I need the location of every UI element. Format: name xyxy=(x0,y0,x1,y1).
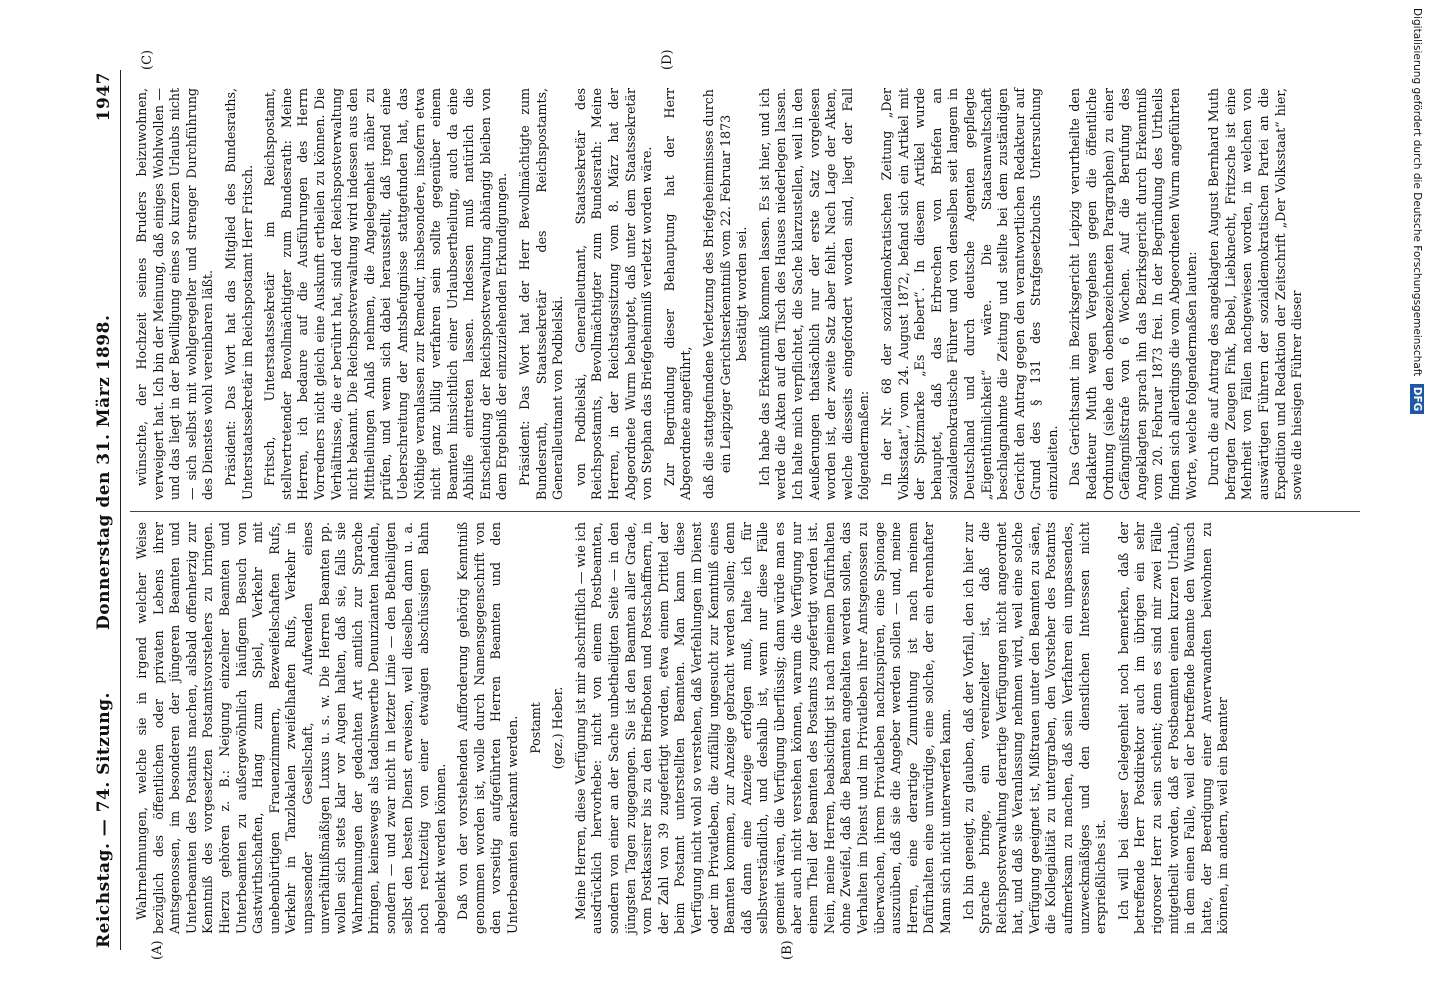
running-header-left: Reichstag. — 74. Sitzung. xyxy=(94,692,114,948)
right-text-column xyxy=(134,88,1312,500)
margin-marker-d: (D) xyxy=(660,49,675,70)
dfg-credit-text: Digitalisierung gefördert durch die Deutsche Forschungsgemeinschaft xyxy=(1411,8,1423,377)
dfg-credit xyxy=(1404,8,1430,992)
paragraph: In der Nr. 68 der sozialdemokratischen Zeitung „Der Volksstaat“, vom 24. August 1872, befand sich ein Artikel mit der Spitzmarke „Es fiebert“. In diesem Artikel wurde behauptet, daß das Erbrechen von Briefen an sozialdemokratische Führer und von denselben seit langem in Deutschland und durch deutsche Agenten gepflegte „Eigenthümlichkeit“ wäre. Die Staatsanwaltschaft beschlagnahmte die Zeitung und stellte bei dem zuständigen Gericht den Antrag gegen den verantwortlichen Redakteur auf Grund des § 131 des Strafgesetzbuchs Untersuchung einzuleiten. xyxy=(878,88,1060,500)
paragraph: wünschte, der Hochzeit seines Bruders beizuwohnen, verweigert hat. Ich bin der Meinung, daß einiges Wohlwollen — und das liegt in der Bewilligung eines so kurzen Urlaubs nicht — sich selbst mit wohlgeregelter und strenger Durchführung des Dienstes wohl vereinbaren läßt. xyxy=(134,88,216,500)
paragraph: Das Gerichtsamt im Bezirksgericht Leipzig verurtheilte den Redakteur Muth wegen Vergehens gegen die öffentliche Ordnung (siehe den obenbezeichneten Paragraphen) zu einer Gefängnißstrafe von 6 Wochen. Auf die Berufung des Angeklagten sprach ihn das Bezirksgericht durch Erkenntniß vom 20. Februar 1873 frei. In der Begründung des Urtheils finden sich allerdings die vom Abgeordneten Wurm angeführten Worte, welche folgendermaßen lauten: xyxy=(1067,88,1199,500)
rotated-document-page xyxy=(80,49,1380,960)
paragraph: von Podbielski, Generalleutnant, Staatssekretär des Reichspostamts, Bevollmächtigter zum Bundesrath: Meine Herren, in der Reichstagssitzung vom 8. März hat der Abgeordnete Wurm behauptet, daß unter dem Staatssekretär von Stephan das Briefgeheimniß verletzt worden wäre. xyxy=(572,88,655,500)
paragraph: Präsident: Das Wort hat das Mitglied des Bundesraths, Unterstaatssekretär im Reichspostamt Herr Fritsch. xyxy=(222,88,255,500)
dfg-logo: DFG xyxy=(1410,384,1424,415)
paragraph: Meine Herren, diese Verfügung ist mir abschriftlich — wie ich ausdrücklich hervorhebe: nicht von einem Postbeamten, sondern von einer an der Sache unbetheiligten Seite — in den jüngsten Tagen zugegangen. Sie ist den Beamten aller Grade, vom Postkassirer bis zu den Briefboten und Postschaffnern, in der Zahl von 39 zugefertigt worden, etwa einem Drittel der beim Postamt unterstellten Beamten. Man kann diese Verfügung nicht wohl so verstehen, daß Verfehlungen im Dienst oder im Privatleben, die zufällig ungesucht zur Kenntniß eines Beamten kommen, zur Anzeige gebracht werden sollen; denn daß dann eine Anzeige erfolgen muß, halte ich für selbstverständlich, und deshalb ist, wenn nur diese Fälle gemeint wären, die Verfügung überflüssig; dann würde man es aber auch nicht verstehen können, warum die Verfügung nur einem Theil der Beamten des Postamts zugefertigt worden ist. Nein, meine Herren, beabsichtigt ist nach meinem Dafürhalten ohne Zweifel, daß die Beamten angehalten werden sollen, das Verhalten im Dienst und im Privatleben ihrer Amtsgenossen zu überwachen, ihrem Privatleben nachzuspüren, eine Spionage auszuüben, daß sie die Angeber werden sollen — und, meine Herren, eine derartige Zumuthung ist nach meinem Dafürhalten eine unwürdige, eine solche, der ein ehrenhafter Mann sich nicht unterwerfen kann. xyxy=(572,522,953,934)
header-rule xyxy=(120,70,121,950)
margin-marker-a: (A) xyxy=(150,940,165,960)
paragraph: Ich habe das Erkenntniß kommen lassen. Es ist hier, und ich werde die Akten auf den Tisch des Hauses niederlegen lassen. Ich halte mich verpflichtet, die Sache klarzustellen, weil in den Aeußerungen thatsächlich nur der erste Satz vorgelesen worden ist, der zweite Satz aber fehlt. Nach Lage der Akten, welche diesseits eingefordert worden sind, liegt der Fall folgendermaßen: xyxy=(756,88,872,500)
paragraph: Fritsch, Unterstaatssekretär im Reichspostamt, stellvertretender Bevollmächtigter zum Bundesrath: Meine Herren, ich bedaure auf die Ausführungen des Herrn Vorredners nicht gleich eine Auskunft ertheilen zu können. Die Verhältnisse, die er berührt hat, sind der Reichspostverwaltung nicht bekannt. Die Reichspostverwaltung wird indessen aus den Mittheilungen Anlaß nehmen, die Angelegenheit näher zu prüfen, und wenn sich dabei herausstellt, daß irgend eine Ueberschreitung der Amtsbefugnisse stattgefunden hat, das Nöthige veranlassen zur Remedur, insbesondere, insofern etwa nicht ganz billig verfahren sein sollte gegenüber einem Beamten hinsichtlich einer Urlaubsertheilung, auch da eine Abhilfe eintreten lassen. Indessen muß natürlich die Entscheidung der Reichspostverwaltung abhängig bleiben von dem Ergebniß der einzuziehenden Erkundigungen. xyxy=(262,88,510,500)
margin-marker-c: (C) xyxy=(140,49,155,70)
paragraph: Ich bin geneigt, zu glauben, daß der Vorfall, den ich hier zur Sprache bringe, ein vereinzelter ist, daß die Reichspostverwaltung derartige Verfügungen nicht angeordnet hat, und daß sie Veranlassung nehmen wird, weil eine solche Verfügung geeignet ist, Mißtrauen unter den Beamten zu säen, die Kollegialität zu untergraben, den Vorsteher des Postamts aufmerksam zu machen, daß sein Verfahren ein unpassendes, unzweckmäßiges und den dienstlichen Interessen nicht ersprießliches ist. xyxy=(960,522,1109,934)
paragraph: Wahrnehmungen, welche sie in irgend welcher Weise bezüglich des öffentlichen oder privaten Lebens ihrer Amtsgenossen, im besonderen der jüngeren Beamten und Unterbeamten des Postamts machen, alsbald offenherzig zur Kenntniß des vorgesetzten Postamtsvorstehers zu bringen. Hierzu gehören z. B.: Neigung einzelner Beamten und Unterbeamten zu außergewöhnlich häufigem Besuch von Gastwirthschaften, Hang zum Spiel, Verkehr mit unebenbürtigen Frauenzimmern, Bezweifelschaften Rufs, Verkehr in Tanzlokalen zweifelhaften Rufs, Verkehr in unpassender Gesellschaft, Aufwenden eines unverhältnißmäßigen Luxus u. s. w. Die Herren Beamten pp. wollen sich stets klar vor Augen halten, daß sie, falls sie Wahrnehmungen der gedachten Art amtlich zur Sprache bringen, keineswegs als tadelnswerthe Denunzianten handeln, sondern — und zwar nicht in letzter Linie — den Betheiligten selbst den besten Dienst erweisen, weil dieselben dann u. a. noch rechtzeitig von einer etwaigen abschüssigen Bahn abgelenkt werden können. xyxy=(134,522,448,934)
margin-marker-b: (B) xyxy=(780,940,795,960)
paragraph: Präsident: Das Wort hat der Herr Bevollmächtigte zum Bundesrath, Staatssekretär des Reichspostamts, Generalleutnant von Podbielski. xyxy=(517,88,566,500)
paragraph: Durch die auf Antrag des angeklagten August Bernhard Muth befragten Zeugen Fink, Bebel, Liebknecht, Fritzsche ist eine Mehrheit von Fällen nachgewiesen worden, in welchen von auswärtigen Führern der sozialdemokratischen Partei an die Expedition und Redaktion der Zeitschrift „Der Volksstaat“ hier, sowie die hiesigen Führer dieser xyxy=(1206,88,1305,500)
paragraph: Daß von der vorstehenden Aufforderung gehörig Kenntniß genommen worden ist, wolle durch Namensgegenschrift von den vorseitig aufgeführten Herren Beamten und den Unterbeamten anerkannt werden. xyxy=(455,522,521,934)
dfg-credit-text-wrap xyxy=(1404,8,1430,992)
column-divider xyxy=(130,511,1360,512)
page-number: 1947 xyxy=(94,72,114,122)
left-text-column xyxy=(134,522,1238,934)
signature-office: Postamt xyxy=(527,702,543,754)
quoted-claim: daß die stattgefundene Verletzung des Briefgeheimnisses durch ein Leipziger Gerichtserkenntniß vom 22. Februar 1873 bestätigt worden sei. xyxy=(701,89,750,499)
paragraph: Ich will bei dieser Gelegenheit noch bemerken, daß der betreffende Herr Postdirektor auch im übrigen ein sehr rigoroser Herr zu sein scheint; denn es sind mir zwei Fälle mitgetheilt worden, daß er Postbeamten einen kurzen Urlaub, in dem einen Falle, weil der betreffende Beamte den Wunsch hatte, der Beerdigung einer Anverwandten beiwohnen zu können, im andern, weil ein Beamter xyxy=(1115,522,1231,934)
signature-name: (gez.) Heber. xyxy=(550,686,566,770)
running-header-date: Donnerstag den 31. März 1898. xyxy=(94,314,114,630)
paragraph: Zur Begründung dieser Behauptung hat der Herr Abgeordnete angeführt, xyxy=(661,88,694,500)
